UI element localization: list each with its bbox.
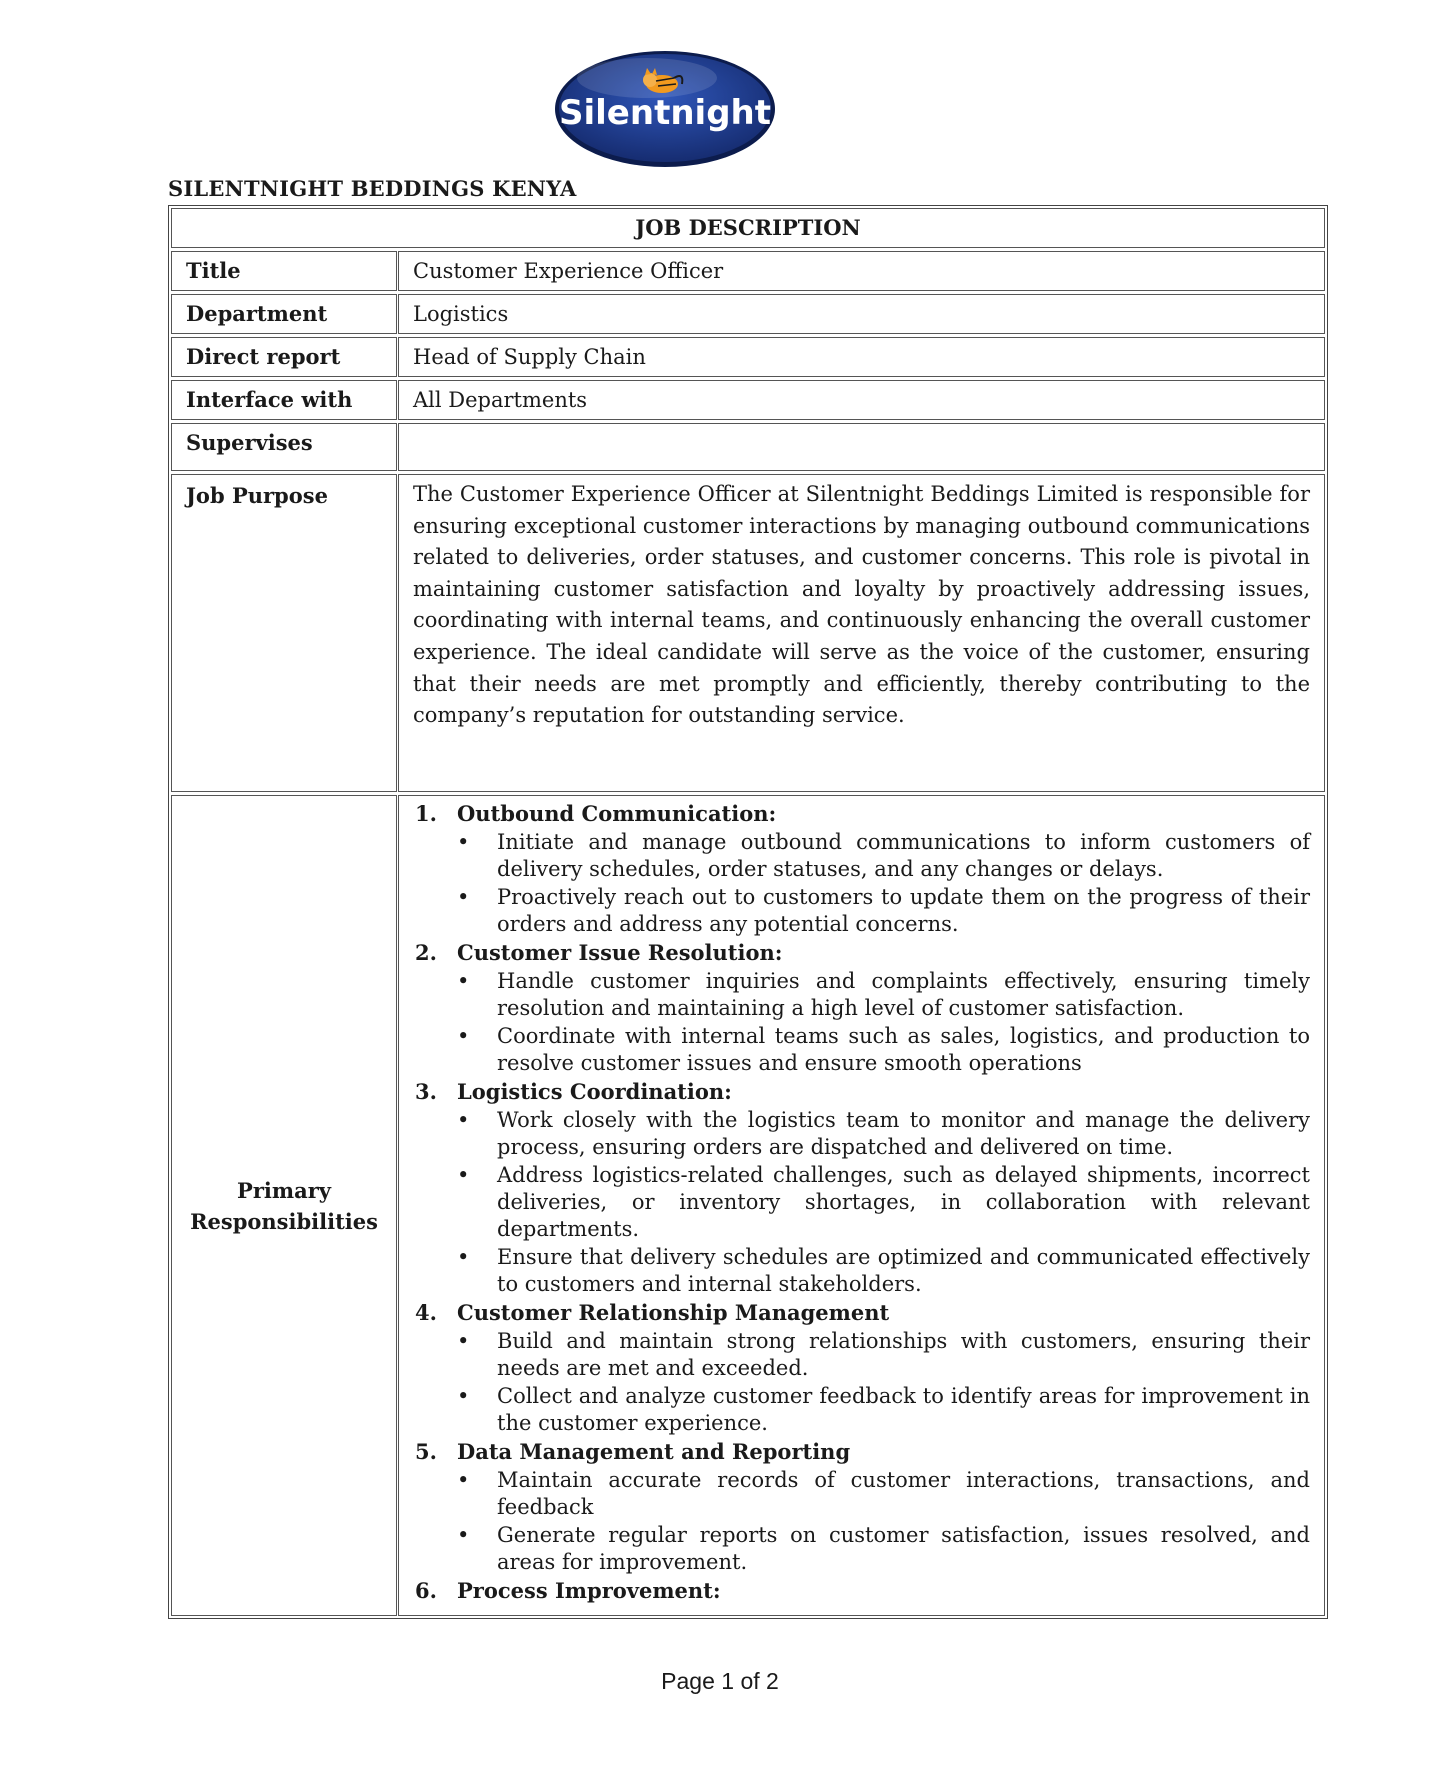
list-item: • Proactively reach out to customers to update them on the progress of their orders and address any potential concerns.	[497, 884, 1310, 938]
value-title: Customer Experience Officer	[398, 251, 1325, 291]
list-item: • Work closely with the logistics team to monitor and manage the delivery process, ensuring orders are dispatched and delivered on time.	[497, 1107, 1310, 1161]
list-item: • Generate regular reports on customer satisfaction, issues resolved, and areas for improvement.	[497, 1522, 1310, 1576]
section-number: 5.	[415, 1439, 437, 1464]
list-item: • Maintain accurate records of customer interactions, transactions, and feedback	[497, 1467, 1310, 1521]
list-item: • Ensure that delivery schedules are optimized and communicated effectively to customers and internal stakeholders.	[497, 1244, 1310, 1298]
section-title: Logistics Coordination:	[457, 1079, 732, 1104]
sleeping-cat-logo-icon	[552, 48, 778, 170]
section-number: 2.	[415, 940, 437, 965]
label-job-purpose: Job Purpose	[171, 474, 397, 792]
company-logo	[552, 48, 778, 170]
value-department: Logistics	[398, 294, 1325, 334]
value-interface-with: All Departments	[398, 380, 1325, 420]
resp-label-line-1: Primary	[237, 1177, 331, 1203]
responsibility-section	[413, 939, 1310, 1077]
responsibilities-list	[398, 795, 1325, 1616]
list-item: • Coordinate with internal teams such as sales, logistics, and production to resolve customer issues and ensure smooth operations	[497, 1023, 1310, 1077]
responsibility-section	[413, 800, 1310, 938]
list-item: • Build and maintain strong relationships with customers, ensuring their needs are met and exceeded.	[497, 1328, 1310, 1382]
label-department: Department	[171, 294, 397, 334]
label-direct-report: Direct report	[171, 337, 397, 377]
resp-label-line-2: Responsibilities	[190, 1208, 378, 1234]
section-number: 1.	[415, 801, 437, 826]
page-number: Page 1 of 2	[661, 1668, 779, 1694]
value-supervises	[398, 423, 1325, 471]
job-purpose-text: The Customer Experience Officer at Silentnight Beddings Limited is responsible for ensuring exceptional customer interactions by managing outbound communications related to deliveries, order statuses, and customer concerns. This role is pivotal in maintaining customer satisfaction and loyalty by proactively addressing issues, coordinating with internal teams, and continuously enhancing the overall customer experience. The ideal candidate will serve as the voice of the customer, ensuring that their needs are met promptly and efficiently, thereby contributing to the company’s reputation for outstanding service.	[398, 474, 1325, 792]
responsibility-section	[413, 1299, 1310, 1437]
section-number: 6.	[415, 1578, 437, 1603]
section-title: Customer Relationship Management	[457, 1300, 890, 1325]
logo-text: Silentnight	[559, 93, 771, 133]
section-title: Outbound Communication:	[457, 801, 777, 826]
section-number: 4.	[415, 1300, 437, 1325]
list-item: • Collect and analyze customer feedback to identify areas for improvement in the customer experience.	[497, 1383, 1310, 1437]
responsibility-section	[413, 1438, 1310, 1576]
label-primary-responsibilities	[171, 795, 397, 1616]
table-header: JOB DESCRIPTION	[171, 208, 1325, 248]
responsibility-section	[413, 1577, 1310, 1605]
list-item: • Handle customer inquiries and complaints effectively, ensuring timely resolution and maintaining a high level of customer satisfaction.	[497, 968, 1310, 1022]
company-name: SILENTNIGHT BEDDINGS KENYA	[168, 176, 577, 201]
section-number: 3.	[415, 1079, 437, 1104]
label-interface-with: Interface with	[171, 380, 397, 420]
value-direct-report: Head of Supply Chain	[398, 337, 1325, 377]
section-title: Customer Issue Resolution:	[457, 940, 783, 965]
responsibility-section	[413, 1078, 1310, 1298]
label-title: Title	[171, 251, 397, 291]
section-title: Data Management and Reporting	[457, 1439, 851, 1464]
list-item: • Address logistics-related challenges, such as delayed shipments, incorrect deliveries, or inventory shortages, in collaboration with relevant departments.	[497, 1162, 1310, 1243]
list-item: • Initiate and manage outbound communications to inform customers of delivery schedules, order statuses, and any changes or delays.	[497, 829, 1310, 883]
label-supervises: Supervises	[171, 423, 397, 471]
section-title: Process Improvement:	[457, 1578, 721, 1603]
